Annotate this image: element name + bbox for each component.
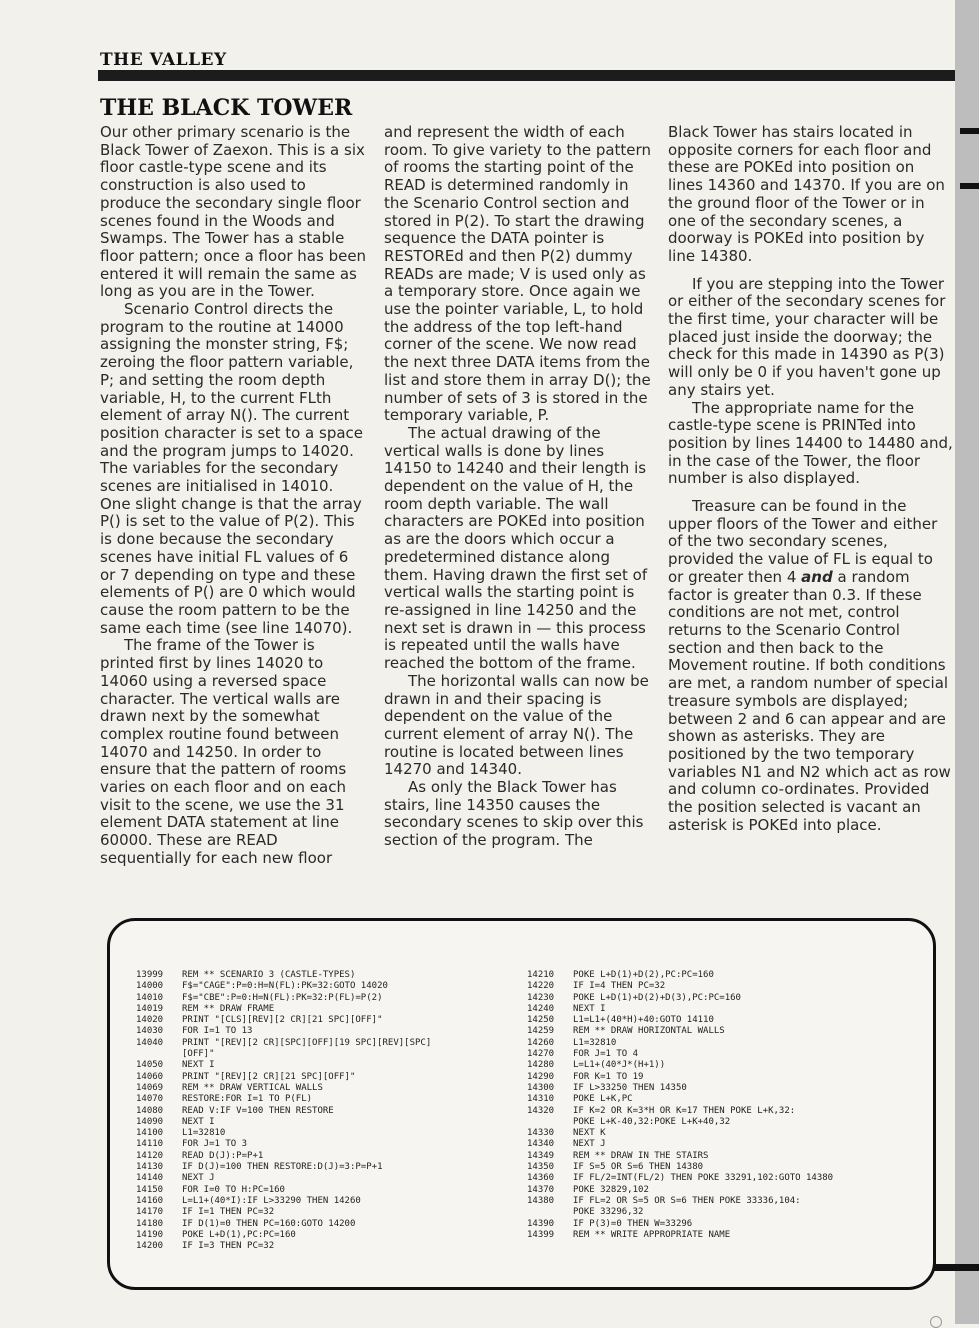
paragraph: If you are stepping into the Tower or either of the secondary scenes for the first time, your character will be placed just inside the doorway; the check for this made in 14390 as P(3) will only be 0 if you haven't gone up any stairs yet. (668, 274, 946, 399)
code-text: IF I=3 THEN PC=32 (182, 1241, 275, 1252)
code-line (527, 1049, 833, 1060)
code-text: FOR K=1 TO 19 (573, 1071, 644, 1082)
code-line (527, 1004, 833, 1015)
code-line (136, 1060, 431, 1071)
paragraph: Scenario Control directs the program to the routine at 14000 assigning the monster string, F$; zeroing the floor pattern variable, P; and setting the room depth variable, H, to the current FLth element of array N(). The current position character is set to a space and the program jumps to 14020. The variables for the secondary scenes are initialised in 14010. One slight change is that the array P() is set to the value of P(2). This is done because the secondary scenes have initial FL values of 6 or 7 depending on type and these elements of P() are 0 which would cause the room pattern to be the same each time (see line 14070). (100, 300, 364, 637)
program-listing-left (136, 970, 431, 1252)
paragraph: Our other primary scenario is the Black Tower of Zaexon. This is a six floor castle-type scene and its construction is also used to produce the secondary single floor scenes found in the Woods and Swamps. The Tower has a stable floor pattern; once a floor has been entered it will remain the same as long as you are in the Tower. (100, 123, 367, 301)
line-number: 14280 (527, 1060, 555, 1071)
line-number: 14050 (136, 1060, 164, 1071)
line-number: 14040 (136, 1037, 164, 1048)
code-line (527, 1026, 833, 1037)
code-text: PRINT "[REV][2 CR][21 SPC][OFF]" (182, 1071, 356, 1082)
code-line (527, 1060, 833, 1071)
code-text: [OFF]" (182, 1049, 215, 1060)
code-text: REM ** SCENARIO 3 (CASTLE-TYPES) (182, 970, 356, 980)
line-number: 14069 (136, 1082, 164, 1093)
code-text: POKE L+D(1)+D(2)+D(3),PC:PC=160 (573, 992, 741, 1003)
code-line (527, 1151, 833, 1162)
code-text: IF P(3)=0 THEN W=33296 (573, 1218, 693, 1229)
code-line (136, 1162, 431, 1173)
paragraph: As only the Black Tower has stairs, line 14350 causes the secondary scenes to skip over this section of the program. The (384, 778, 644, 850)
paragraph: The frame of the Tower is printed first by lines 14020 to 14060 using a reversed space character. The vertical walls are drawn next by the somewhat complex routine found between 14070 and 14250. In order to ensure that the pattern of rooms varies on each floor and on each visit to the scene, we use the 31 element DATA statement at line 60000. These are READ sequentially for each new floor (100, 636, 347, 867)
section-label: THE VALLEY (100, 50, 227, 70)
code-text: NEXT J (573, 1139, 606, 1150)
line-number: 14160 (136, 1195, 164, 1206)
code-text: L=L1+(40*I):IF L>33290 THEN 14260 (182, 1195, 361, 1206)
treasure-text-a: Treasure can be found in the upper floors of the Tower and either of the two secondary scenes, provided the value of FL is equal to or greater then 4 (668, 497, 938, 586)
corner-mark-icon (930, 1316, 942, 1328)
line-number: 14250 (527, 1015, 555, 1026)
code-line (527, 1185, 833, 1196)
code-line (527, 1117, 833, 1128)
code-text: IF K=2 OR K=3*H OR K=17 THEN POKE L+K,32: (573, 1105, 796, 1116)
code-text: POKE 32829,102 (573, 1184, 649, 1195)
code-text: L=L1+(40*J*(H+1)) (573, 1060, 666, 1071)
code-text: IF L>33250 THEN 14350 (573, 1082, 687, 1093)
line-number: 14150 (136, 1184, 164, 1195)
line-number: 14390 (527, 1218, 555, 1229)
code-text: IF I=1 THEN PC=32 (182, 1207, 275, 1218)
code-text: REM ** DRAW FRAME (182, 1003, 275, 1014)
code-text: IF FL=2 OR S=5 OR S=6 THEN POKE 33336,104: (573, 1195, 801, 1206)
code-line (527, 1094, 833, 1105)
code-line (527, 1072, 833, 1083)
line-number: 14000 (136, 981, 164, 992)
line-number: 14080 (136, 1105, 164, 1116)
line-number: 14180 (136, 1218, 164, 1229)
line-number: 14300 (527, 1082, 555, 1093)
code-text: NEXT I (573, 1003, 606, 1014)
code-text: F$="CBE":P=0:H=N(FL):PK=32:P(FL)=P(2) (182, 992, 383, 1003)
line-number: 14260 (527, 1037, 555, 1048)
code-text: REM ** WRITE APPROPRIATE NAME (573, 1229, 731, 1240)
code-text: REM ** DRAW VERTICAL WALLS (182, 1082, 323, 1093)
code-text: FOR I=0 TO H:PC=160 (182, 1184, 285, 1195)
code-line (136, 1230, 431, 1241)
line-number: 14200 (136, 1241, 164, 1252)
edge-tab-top (960, 128, 979, 134)
code-line (136, 1128, 431, 1139)
code-line (136, 1196, 431, 1207)
code-line (136, 1241, 431, 1252)
code-line (527, 1162, 833, 1173)
code-line (136, 1117, 431, 1128)
paragraph (668, 498, 953, 834)
line-number: 14019 (136, 1003, 164, 1014)
line-number: 14010 (136, 992, 164, 1003)
code-text: FOR J=1 TO 4 (573, 1049, 639, 1060)
line-number: 14399 (527, 1229, 555, 1240)
code-line (527, 1083, 833, 1094)
line-number: 14060 (136, 1071, 164, 1082)
code-text: READ D(J):P=P+1 (182, 1150, 264, 1161)
code-text: L1=L1+(40*H)+40:GOTO 14110 (573, 1015, 714, 1026)
line-number: 14130 (136, 1162, 164, 1173)
code-line (527, 970, 833, 981)
line-number: 14290 (527, 1071, 555, 1082)
header-rule (98, 70, 955, 81)
paragraph: and represent the width of each room. To give variety to the pattern of rooms the starting point of the READ is determined randomly in the Scenario Control section and stored in P(2). To start the drawing sequence the DATA pointer is RESTOREd and then P(2) dummy READs are made; V is used only as a temporary store. Once again we use the pointer variable, L, to hold the address of the top left-hand corner of the scene. We now read the next three DATA items from the list and store them in array D(); the number of sets of 3 is stored in the temporary variable, P. (384, 123, 651, 425)
code-text: PRINT "[CLS][REV][2 CR][21 SPC][OFF]" (182, 1015, 383, 1026)
line-number: 14110 (136, 1139, 164, 1150)
code-line (527, 1230, 833, 1241)
paragraph: Black Tower has stairs located in opposite corners for each floor and these are POKEd into position on lines 14360 and 14370. If you are on the ground floor of the Tower or in one of the secondary scenes, a doorway is POKEd into position by line 14380. (668, 123, 945, 265)
line-number: 14320 (527, 1105, 555, 1116)
code-text: REM ** DRAW HORIZONTAL WALLS (573, 1026, 725, 1037)
code-line (136, 981, 431, 992)
line-number: 14190 (136, 1229, 164, 1240)
paragraph: The actual drawing of the vertical walls is done by lines 14150 to 14240 and their length is dependent on the value of H, the room depth variable. The wall characters are POKEd into position as are the doors which occur a predetermined distance along them. Having drawn the first set of vertical walls the starting point is re-assigned in line 14250 and the next set is drawn in — this process is repeated until the walls have reached the bottom of the frame. (384, 423, 648, 673)
code-text: F$="CAGE":P=0:H=N(FL):PK=32:GOTO 14020 (182, 981, 388, 992)
code-line (136, 1026, 431, 1037)
line-number: 14140 (136, 1173, 164, 1184)
line-number: 14310 (527, 1094, 555, 1105)
line-number: 14210 (527, 970, 555, 980)
code-text: IF FL/2=INT(FL/2) THEN POKE 33291,102:GOTO 14380 (573, 1173, 834, 1184)
code-line (527, 1196, 833, 1207)
line-number: 14100 (136, 1128, 164, 1139)
line-number: 14220 (527, 981, 555, 992)
code-line (136, 1207, 431, 1218)
code-text: RESTORE:FOR I=1 TO P(FL) (182, 1094, 313, 1105)
code-line (136, 970, 431, 981)
line-number: 14360 (527, 1173, 555, 1184)
code-line (527, 1038, 833, 1049)
line-number: 14230 (527, 992, 555, 1003)
code-text: IF D(J)=100 THEN RESTORE:D(J)=3:P=P+1 (182, 1162, 383, 1173)
edge-tab-middle (960, 183, 979, 189)
code-text: REM ** DRAW IN THE STAIRS (573, 1150, 709, 1161)
line-number: 14259 (527, 1026, 555, 1037)
line-number: 14020 (136, 1015, 164, 1026)
code-line (527, 1106, 833, 1117)
code-line (136, 1185, 431, 1196)
line-number: 14330 (527, 1128, 555, 1139)
code-text: PRINT "[REV][2 CR][SPC][OFF][19 SPC][REV][SPC] (182, 1037, 432, 1048)
code-text: FOR J=1 TO 3 (182, 1139, 248, 1150)
code-text: POKE L+D(1),PC:PC=160 (182, 1229, 296, 1240)
line-number: 14340 (527, 1139, 555, 1150)
line-number: 14270 (527, 1049, 555, 1060)
code-line (136, 1038, 431, 1049)
article-title: THE BLACK TOWER (100, 95, 353, 121)
code-line (527, 981, 833, 992)
code-line (527, 1128, 833, 1139)
program-listing-right (527, 970, 833, 1241)
code-line (136, 1072, 431, 1083)
code-line (136, 993, 431, 1004)
code-text: IF D(1)=0 THEN PC=160:GOTO 14200 (182, 1218, 356, 1229)
code-line (136, 1219, 431, 1230)
code-line (136, 1106, 431, 1117)
code-line (136, 1151, 431, 1162)
line-number: 14349 (527, 1150, 555, 1161)
paragraph: The horizontal walls can now be drawn in and their spacing is dependent on the value of the current element of array N(). The routine is located between lines 14270 and 14340. (384, 671, 649, 779)
edge-tab-bottom (930, 1264, 979, 1271)
emphasis-and: and (801, 567, 833, 586)
code-text: POKE L+K-40,32:POKE L+K+40,32 (573, 1116, 731, 1127)
paragraph: The appropriate name for the castle-type scene is PRINTed into position by lines 14400 to 14480 and, in the case of the Tower, the floor number is also displayed. (668, 398, 953, 488)
code-line (136, 1083, 431, 1094)
code-text: POKE L+D(1)+D(2),PC:PC=160 (573, 970, 714, 980)
code-text: POKE L+K,PC (573, 1094, 633, 1105)
code-line (527, 1015, 833, 1026)
code-text: L1=32810 (182, 1128, 226, 1139)
line-number: 14090 (136, 1116, 164, 1127)
code-text: L1=32810 (573, 1037, 617, 1048)
page-edge (955, 0, 979, 1324)
code-text: NEXT K (573, 1128, 606, 1139)
code-text: READ V:IF V=100 THEN RESTORE (182, 1105, 334, 1116)
code-line (527, 1219, 833, 1230)
code-line (136, 1004, 431, 1015)
line-number: 13999 (136, 970, 164, 980)
line-number: 14370 (527, 1184, 555, 1195)
code-text: NEXT J (182, 1173, 215, 1184)
code-line (527, 1139, 833, 1150)
code-text: POKE 33296,32 (573, 1207, 644, 1218)
code-line (136, 1173, 431, 1184)
line-number: 14350 (527, 1162, 555, 1173)
code-line (136, 1049, 431, 1060)
line-number: 14070 (136, 1094, 164, 1105)
line-number: 14240 (527, 1003, 555, 1014)
treasure-text-b: a random factor is greater than 0.3. If these conditions are not met, control returns to the Scenario Control section and then back to the Movement routine. If both conditions are met, a random number of special treasure symbols are displayed; between 2 and 6 can appear and are shown as asterisks. They are positioned by the two temporary variables N1 and N2 which act as row and column co-ordinates. Provided the position selected is vacant an asterisk is POKEd into place. (668, 567, 951, 834)
code-line (527, 1173, 833, 1184)
code-text: NEXT I (182, 1116, 215, 1127)
code-line (527, 1207, 833, 1218)
line-number: 14170 (136, 1207, 164, 1218)
text-column-2 (384, 124, 652, 850)
code-line (136, 1139, 431, 1150)
line-number: 14380 (527, 1195, 555, 1206)
code-line (136, 1015, 431, 1026)
code-line (136, 1094, 431, 1105)
code-text: FOR I=1 TO 13 (182, 1026, 253, 1037)
text-column-1 (100, 124, 368, 868)
code-text: NEXT I (182, 1060, 215, 1071)
line-number: 14030 (136, 1026, 164, 1037)
line-number: 14120 (136, 1150, 164, 1161)
code-line (527, 993, 833, 1004)
code-text: IF I=4 THEN PC=32 (573, 981, 666, 992)
code-text: IF S=5 OR S=6 THEN 14380 (573, 1162, 704, 1173)
text-column-3 (668, 124, 953, 834)
